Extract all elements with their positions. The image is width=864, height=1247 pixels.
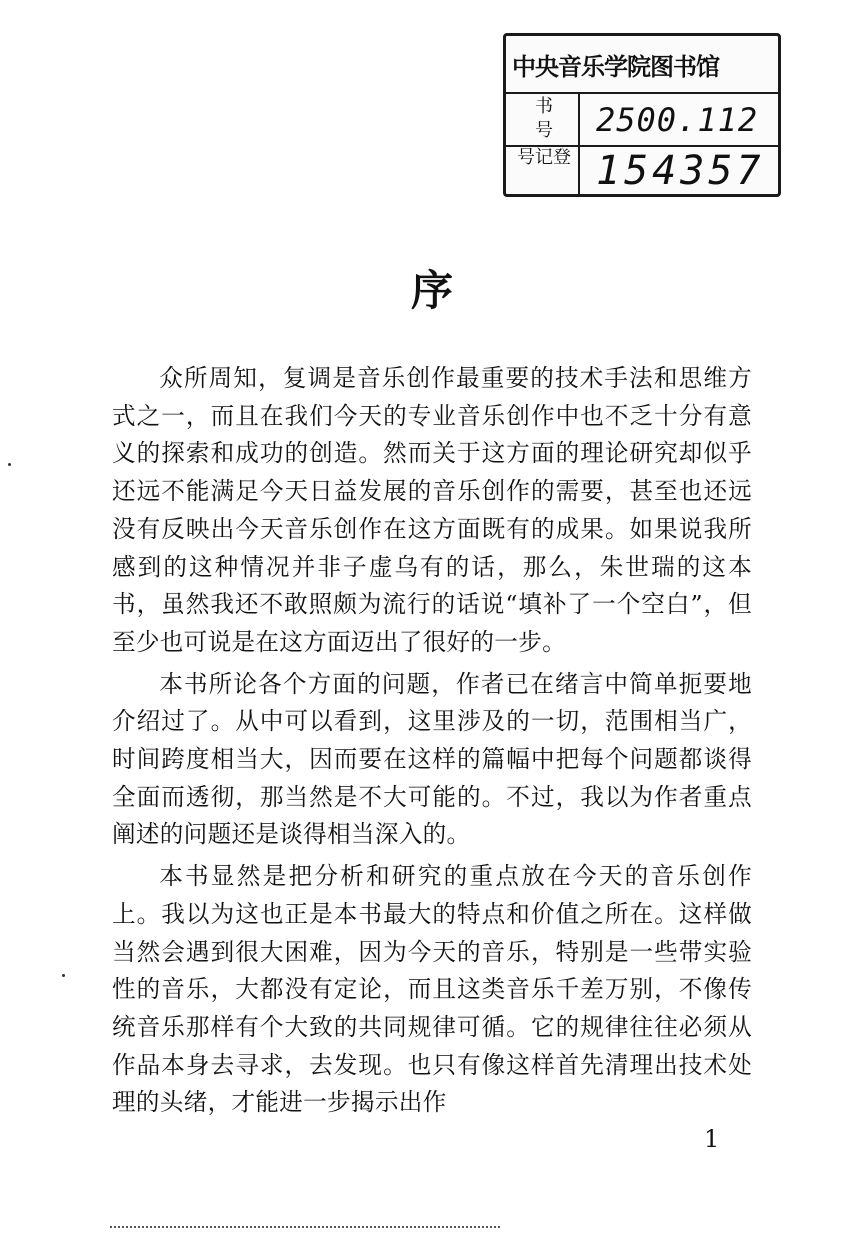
stamp-header: 中央音乐学院图书馆 [506,36,778,94]
library-stamp [503,33,781,197]
scan-speck [62,974,65,977]
stamp-row2-value: 154357 [596,147,765,194]
stamp-row2-label: 登记号 [514,147,571,171]
body-text [112,360,752,1126]
stamp-row1-label-cell [506,94,580,147]
page-title: 序 [410,266,453,315]
scan-edge-artifact [110,1226,500,1228]
paragraph: 众所周知，复调是音乐创作最重要的技术手法和思维方式之一，而且在我们今天的专业音乐创作中也不乏十分有意义的探索和成功的创造。然而关于这方面的理论研究却似乎还远不能满足今天日益发展的音乐创作的需要，甚至也还远没有反映出今天音乐创作在这方面既有的成果。如果说我所感到的这种情况并非子虚乌有的话，那么，朱世瑞的这本书，虽然我还不敢照颇为流行的话说“填补了一个空白”，但至少也可说是在这方面迈出了很好的一步。 [112,364,752,656]
stamp-row2-label-cell [506,147,580,194]
stamp-row1-label: 书号 [532,95,553,144]
scan-speck [8,463,11,466]
paragraph: 本书显然是把分析和研究的重点放在今天的音乐创作上。我以为这也正是本书最大的特点和价值之所在。这样做当然会遇到很大困难，因为今天的音乐，特别是一些带实验性的音乐，大都没有定论，而且这类音乐千差万别，不像传统音乐那样有个大致的共同规律可循。它的规律往往必须从作品本身去寻求，去发现。也只有像这样首先清理出技术处理的头绪，才能进一步揭示出作 [112,862,752,1117]
stamp-row1-value: 2500.112 [580,94,778,147]
paragraph: 本书所论各个方面的问题，作者已在绪言中简单扼要地介绍过了。从中可以看到，这里涉及的一切，范围相当广，时间跨度相当大，因而要在这样的篇幅中把每个问题都谈得全面而透彻，那当然是不大可能的。不过，我以为作者重点阐述的问题还是谈得相当深入的。 [112,669,752,849]
page-number: 1 [704,1125,720,1153]
